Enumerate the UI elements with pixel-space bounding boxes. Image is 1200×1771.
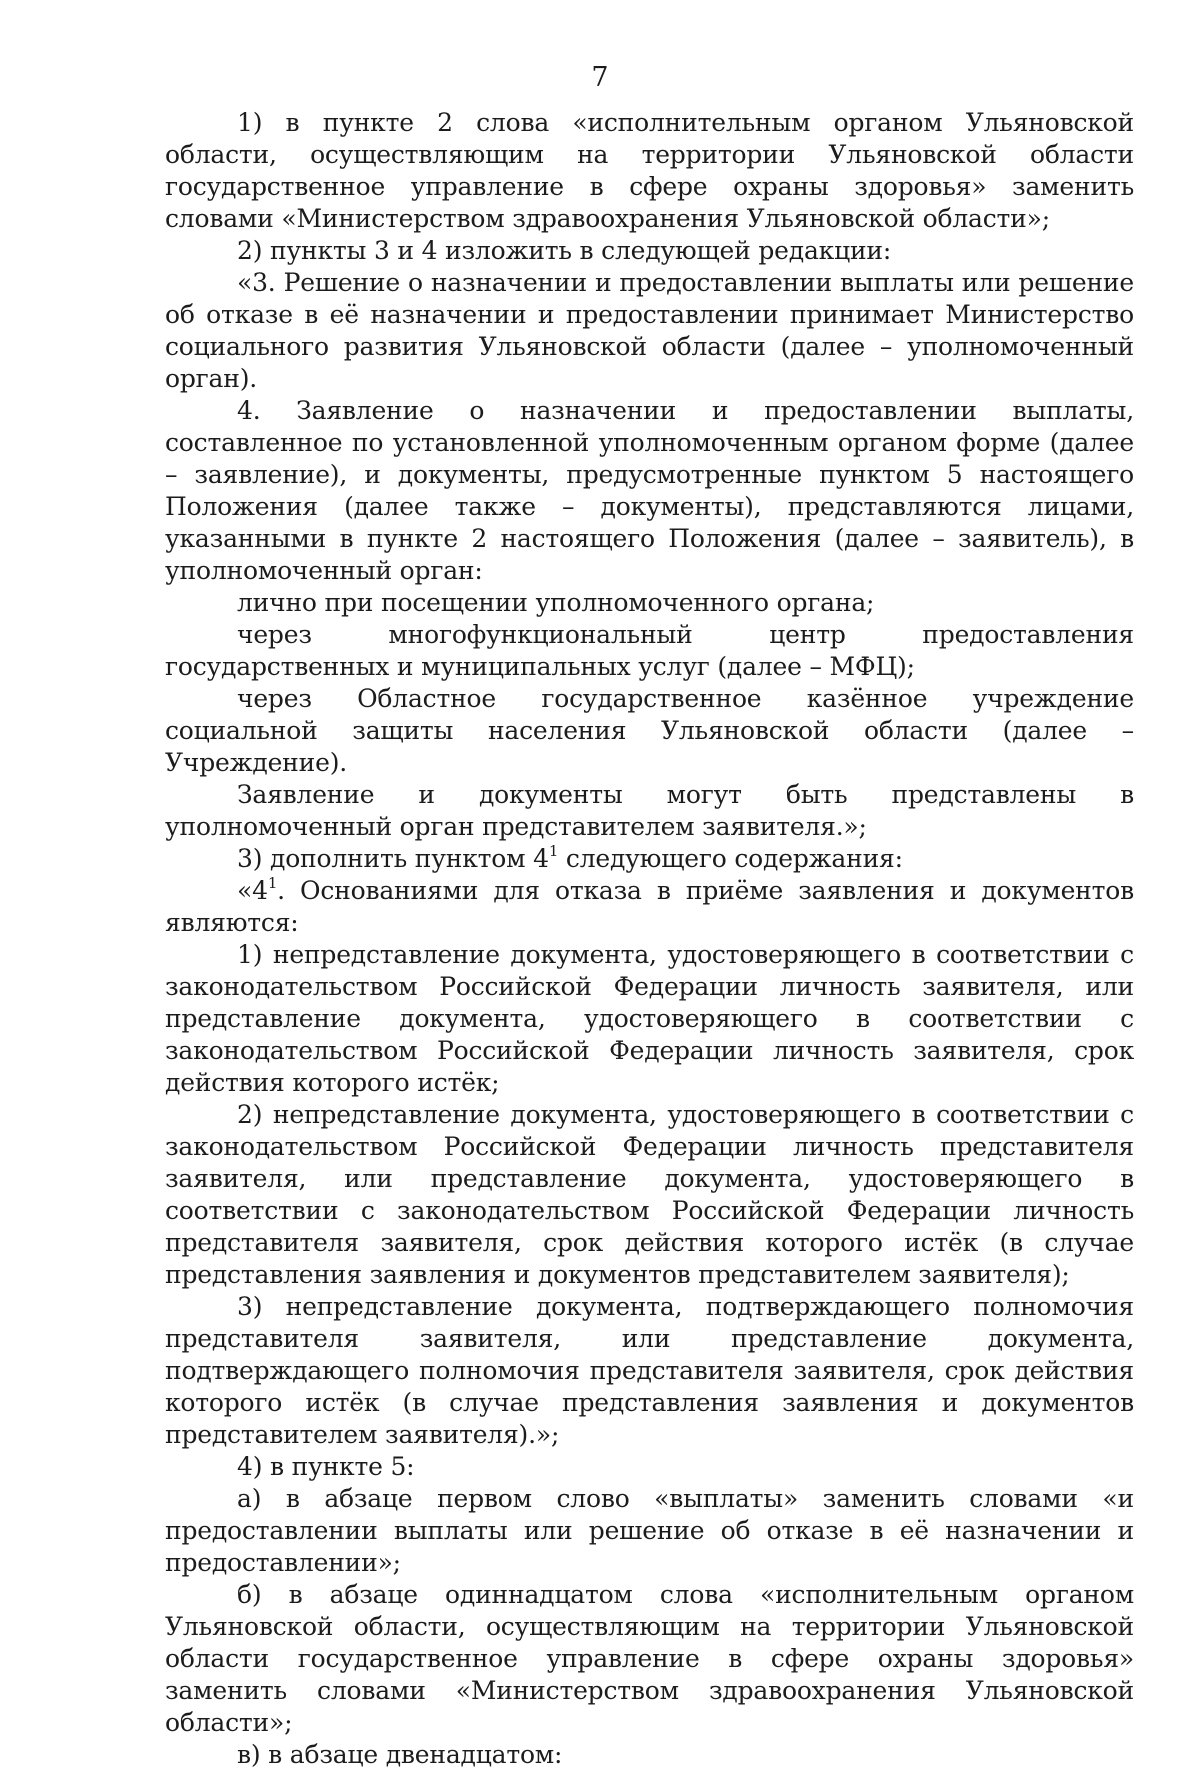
- paragraph-subpoint-a: а) в абзаце первом слово «выплаты» заменить словами «и предоставлении выплаты или решение об отказе в её назначении и предоставлении»;: [165, 1484, 1134, 1577]
- paragraph-via-institution: через Областное государственное казённое учреждение социальной защиты населения Ульяновской области (далее – Учреждение).: [165, 684, 1134, 777]
- paragraph-via-mfc: через многофункциональный центр предоставления государственных и муниципальных услуг (далее – МФЦ);: [165, 620, 1134, 681]
- paragraph-point-4: 4. Заявление о назначении и предоставлении выплаты, составленное по установленной уполномоченным органом форме (далее – заявление), и документы, предусмотренные пунктом 5 настоящего Положения (далее также – документы), представляются лицами, указанными в пункте 2 настоящего Положения (далее – заявитель), в уполномоченный орган:: [165, 396, 1134, 585]
- paragraph-text: «4: [237, 876, 268, 905]
- paragraph-point-4-1: [165, 875, 1134, 939]
- paragraph-refusal-ground-3: 3) непредставление документа, подтверждающего полномочия представителя заявителя, или представление документа, подтверждающего полномочия представителя заявителя, срок действия которого истёк (в случае представления заявления и документов представителем заявителя).»;: [165, 1292, 1134, 1449]
- paragraph-representative: Заявление и документы могут быть представлены в уполномоченный орган представителем заявителя.»;: [165, 780, 1134, 841]
- superscript: 1: [548, 842, 559, 860]
- paragraph-amendment-1: 1) в пункте 2 слова «исполнительным органом Ульяновской области, осуществляющим на территории Ульяновской области государственное управление в сфере охраны здоровья» заменить словами «Министерством здравоохранения Ульяновской области»;: [165, 108, 1134, 233]
- paragraph-refusal-ground-1: 1) непредставление документа, удостоверяющего в соответствии с законодательством Российской Федерации личность заявителя, или представление документа, удостоверяющего в соответствии с законодательством Российской Федерации личность заявителя, срок действия которого истёк;: [165, 940, 1134, 1097]
- paragraph-text: . Основаниями для отказа в приёме заявления и документов являются:: [165, 876, 1134, 937]
- paragraph-refusal-ground-2: 2) непредставление документа, удостоверяющего в соответствии с законодательством Российской Федерации личность представителя заявителя, или представление документа, удостоверяющего в соответствии с законодательством Российской Федерации личность представителя заявителя, срок действия которого истёк (в случае представления заявления и документов представителем заявителя);: [165, 1100, 1134, 1289]
- paragraph-subpoint-b: б) в абзаце одиннадцатом слова «исполнительным органом Ульяновской области, осуществляющим на территории Ульяновской области государственное управление в сфере охраны здоровья» заменить словами «Министерством здравоохранения Ульяновской области»;: [165, 1580, 1134, 1737]
- paragraph-point-3: «3. Решение о назначении и предоставлении выплаты или решение об отказе в её назначении и предоставлении принимает Министерство социального развития Ульяновской области (далее – уполномоченный орган).: [165, 268, 1134, 393]
- paragraph-amendment-3: [165, 843, 1134, 875]
- document-body: [165, 107, 1134, 1771]
- paragraph-text: следующего содержания:: [558, 844, 903, 873]
- paragraph-in-person: лично при посещении уполномоченного органа;: [237, 588, 875, 617]
- page-number: 7: [591, 62, 609, 93]
- paragraph-amendment-4: 4) в пункте 5:: [237, 1452, 415, 1481]
- paragraph-text: 3) дополнить пунктом 4: [237, 844, 549, 873]
- paragraph-amendment-2: 2) пункты 3 и 4 изложить в следующей редакции:: [237, 236, 892, 265]
- paragraph-subpoint-v: в) в абзаце двенадцатом:: [237, 1740, 563, 1769]
- superscript: 1: [267, 874, 278, 892]
